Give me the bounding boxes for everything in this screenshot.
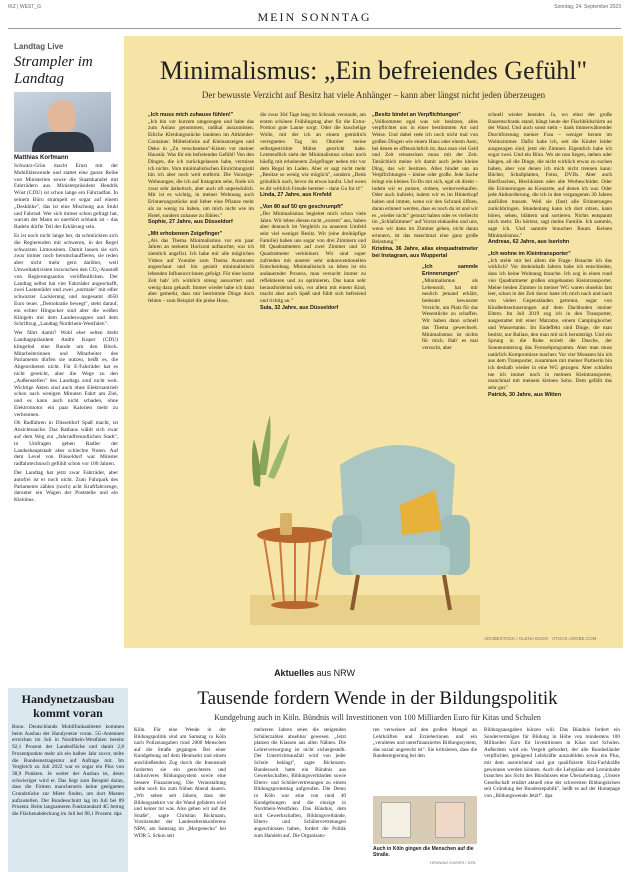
article-column: ren verweisen auf den großen Mangel an Lehrkräften und Erzieherinnen und ein „veraltetes und unterfinanziertes Bildungssystem, das sozial ungerecht ist". Sie kritisieren, dass die Bundesregierung bei den — [373, 727, 477, 760]
protest-photo — [373, 796, 477, 844]
quote-heading: „Von 80 auf 50 qm geschrumpft" — [260, 204, 344, 211]
plant — [252, 415, 290, 487]
column-paragraph: Es ist noch nicht lange her, da schmückten sich die Regierenden mit schweren, in der Regel schwarzen Limousinen. Damit lassen sie sich zwar immer noch herumchauffieren, sie reden aber nicht mehr gern darüber, weil Umweltaktivisten inzwischen den CO₂-Ausstoß von Regierungsautos veröffentlichen. Der Landtag selbst hat vier Fahrräder angeschafft, zwei Lastenräder und zwei „normale" mit edler schwarzer Lackierung und insgesamt 4650 Euro teuer. „Demokratie bewegt", steht darauf, ein echter Hingucker sind aber die weißen Klingeln mit dem Landeswappen und dem Schriftzug „Landtag Nordrhein-Westfalen". — [14, 232, 118, 328]
author-suit — [32, 132, 94, 152]
author-photo — [14, 92, 111, 152]
quote-heading: „Besitz bindet an Verpflichtungen" — [372, 112, 461, 118]
quote-text: „Minimalismus als Lebensstil, hat mir neulich jemand erklärt, bedeutet bewusster Verzicht, um Platz für das Wesentliche zu schaffen. Wir haben dann schnell das Thema gewechselt. Minimalismus ist nichts für mich. Hab' es mal versucht, aber — [422, 277, 478, 351]
quote-text: die zwar 364 Tage lang im Schrank verstaubt, am ersten schönen Frühlingstag aber für die Extra-Portion gute Laune sorgt. Oder die kuschelige Wolle, mit der ich an einem gemütlich verregneten Tag im Oktober meine selbstgestrickte Mütze gestrickt habe. Letztendlich sieht der Minimalismus schon noch häufig mit erhobenem Zeigefinger neben mir vor dem Regal im Laden. Aber er sagt nicht mehr „Besitze so wenig wie möglich", sondern „Denk gründlich nach, bevor du etwas kaufst. Und wenn es dir wirklich Freude bereitet – dann Go for it!" — [260, 112, 366, 192]
author-name: Matthias Korfmann — [14, 155, 69, 161]
feature-title: Minimalismus: „Ein befreiendes Gefühl" — [159, 56, 588, 85]
quote-heading: „Mit erhobenem Zeigefinger" — [148, 230, 223, 237]
column-headline: Strampler im Landtag — [14, 54, 93, 87]
quote-text: schnell wieder beendet. Ja, wo einst der große Bauernschrank stand, hängt heute der Flachbildschirm an der Wand. Und auch sonst steht – dank immerwährender Durchforstung meiner Frau – weniger herum im Wohnzimmer. Dafür habe ich, seit die Kinder leider ausgezogen sind, jetzt ein Zimmer. Eigentlich habe ich sogar zwei. Und ein Büro. Wo sie nun liegen, stehen oder hängen, all die Dinge, die nicht wirklich etwas zu suchen haben, aber von denen ich mich nicht trennen kann: Bücher, Schallplatten, Fotos, DVDs. Aber auch Bierflaschen, Blechkisten oder alte Werbeschilder. Oder die Erinnerungen an Konzerte, auf denen ich war. Oder jede Aktkordierung, die ich in den vergangenen 30 Jahren ausfüllen musste. Weil sie (fast) alle Erinnerungen zurückbringen. Stundenlang kann ich dort sitzen, kann hören, sehen, blättern und sortieren. Nichts entspannt mich mehr. Du hörtest, sagt meine Familie. Ich sammle, sage ich. Und sammle brauchen Raum. Keinen Minimalismus." — [488, 112, 612, 239]
quote-heading: „Ich muss mich zuhause fühlen!" — [148, 112, 234, 118]
article-subtitle: Kundgebung auch in Köln. Bündnis will Investitionen von 100 Milliarden Euro für Kitas und Schulen — [214, 713, 541, 722]
quote-text: „Der Minimalismus begleitet mich schon viele Jahre. Wir leben diesen nicht „extrem" aus, haben aber dennoch im Vergleich zu unserem Umfeld sehr viel weniger Besitz. Wir (eine dreiköpfige Familie) haben uns sogar von drei Zimmern und 80 Quadratmetern auf zwei Zimmer und 50 Quadratmeter verkleinert. Wir sind super zufrieden mit unserer sehr unkonventionellen Entscheidung. Minimalistisch zu leben ist ein andauernder Prozess, man versucht immer zu reflektieren und zu optimieren. Das kann sehr herausfordernd sein, vor allem mit einem Kind, macht aber auch Spaß und fühlt sich befreiend und richtig an." — [260, 210, 366, 304]
protest-sign — [435, 802, 465, 838]
column-kicker: Landtag Live — [14, 42, 64, 51]
photo-credit: HENNING KAISER / DPA — [430, 860, 476, 865]
quote-signature: Sula, 32 Jahre, aus Düsseldorf — [260, 304, 339, 311]
author-face — [48, 100, 76, 134]
column-paragraph: Der Landtag hat jetzt zwar Fahrräder, aber autofrei ist er noch nicht. Zum Fuhrpark des Parlaments zählen (noch) acht Kraftfahrzeuge, darunter ein Wagen der Poststelle und ein Kleinbus. — [14, 470, 118, 504]
section-masthead: MEIN SONNTAG — [257, 10, 372, 24]
feature-column-2 — [260, 112, 366, 316]
article-column: mehreren Jahren seien die steigenden Schülerzahlen absehbar gewesen. „Jetzt platzen die Klassen aus allen Nähten. Die Lehrerversorgung ist nicht sichergestellt. Der Unterrichtsausfall wird von jeder Schule beklagt", sagte Bickmann. Bundesweit hatte ein Bündnis aus Gewerkschaften, Bildungsverbänden sowie Eltern- und Schülervertretungen zu einem Bildungsprotesttag aufgerufen. Die Demo in Köln war eine von rund 40 Kundgebungen und die einzige in Nordrhein-Westfalen. Das Bündnis, dem sich Gewerkschaften, Bildungsverbände, Eltern- und Schülervertretungen angeschlossen haben, fordert die Politik zum Handeln auf. Die Organisato- — [254, 727, 346, 839]
feature-column-1 — [148, 112, 254, 305]
quote-heading: „Ich sammle Erinnerungen" — [422, 264, 478, 278]
column-paragraph: Schwarz-Grün macht Ernst mit der Mobilitätswende und stattet eine ganze Reihe von Ministerien sowie die Staatskanzlei mit Fahrrädern aus. Ministerpräsident Hendrik Wüst (CDU) ist schon lange ein Fahrradfan. In seinem Büro strampelt er sogar auf einem „Deskbike", das ist eine Mischung aus Stuhl und Fahrrad. Wer sich immer schon gefragt hat, warum der Mann so unerhört schlank ist – das Radeln dürfte Teil der Erklärung sein. — [14, 163, 118, 231]
quote-signature: Sophie, 27 Jahre, aus Düsseldorf — [148, 219, 233, 226]
section-label — [0, 668, 629, 678]
quote-heading: „Ich wohne im Kleintransporter" — [488, 251, 571, 258]
quote-signature: Kristina, 36 Jahre, alias einquadratmeter bei Instagram, aus Wuppertal — [372, 246, 478, 259]
edition-code: IKZ | WEST_G — [8, 4, 41, 10]
column-text — [14, 163, 118, 506]
armchair-illustration — [250, 395, 480, 625]
news-box-headline: Handynetzausbau kommt voran — [21, 692, 115, 720]
section-label-bold: Aktuelles — [274, 668, 315, 678]
masthead-rule — [8, 28, 621, 29]
protest-sign — [381, 802, 411, 838]
article-column: Köln. Für eine Wende in der Bildungspolitik sind am Samstag in Köln nach Polizeiangaben rund 2000 Menschen auf die Straße gegangen. Bei einer Kundgebung auf dem Heumarkt und einem anschließenden Zug durch die Innenstadt forderten sie ein gerechteres und inklusiveres Bildungssystem sowie eine bessere Finanzierung. Die Veranstaltung sollte noch bis zum frühen Abend dauern. „Wir sehen seit Jahren, dass der Bildungssektor vor die Wand gefahren wird und keiner tut was. Also gehen wir auf die Straße", sagte Christian Bickmann, Vorsitzender der Landeselternkonferenz NRW, am Samstag im „Morgenecho" bei WDR 5. Schon seit — [134, 727, 226, 839]
feature-subtitle: Der bewusste Verzicht auf Besitz hat viele Anhänger – kann aber längst nicht jeden überzeugen — [201, 90, 546, 100]
quote-text: „Ich stelle mir bei allem die Frage: Brauche ich das wirklich? Vor dreieinhalb Jahren habe ich entschieden, dass ich keine Wohnung brauche. Ich zog in einen rund vier Quadratmeter großen umgebauten Kleintransporter. Meine beiden Zimmer in meiner WG waren ohnehin fast leer, schon in der Zeit davor hatte ich mich nach und nach von vielen Gegenständen getrennt, sogar von Kindheitserinnerungen auf dem Dachboden meiner Eltern. Im Juli 2019 zog ich in den Transporter, ausgestattet mit einer Matratze, einem Campingkocher und Wassertanks. Im Endeffekt sind Dinge, die man besitzt, nur Ballast, den man mit sich herumträgt. Und ein Sprung in die Ruhe erzielt die Dusche, der Sonnenunterzug das Fernsehprogramm. Aber man muss natürlich Kompromisse machen: Vor vier Monaten bin ich aus dem Transporter, zusammen mit meiner Partnerin bin ich deshalb wieder in eine WG gezogen. Aber schlafen tue ich immer noch in meinem Kleintransporter, manchmal mit meinem kleinen Sohn. Dem gefällt das sehr gut." — [488, 257, 612, 392]
photo-credit: ADOBESTOCK / OLENA BUDO · STOCK.ADOBE.COM — [484, 636, 597, 641]
feature-column-4 — [488, 112, 612, 404]
article-column: Bildungsausgaben kürzen will. Das Bündnis fordert ein Sondervermögen für Bildung in Höhe von mindestens 100 Milliarden Euro für Investitionen in Kitas und Schulen. Außerdem wird ein Vergelt gefordert, der alle Bundesländer verpflichtet, genügend Lehrkräfte auszubilden sowie ein Plus, mit dem ausreichend und gut qualifizierte Kita-Fachkräfte gewonnen werden können. Auch die Lehrpläne und Lerninhalte brauchen aus Sicht des Bündnisses eine Überarbeitung. „Unsere Gesellschaft ernährt aktuell eine der schwersten Bildungskrisen seit Gründung der Bundesrepublik", heißt es auf der Homepage von „Bildungswende Jetzt!". dpa — [484, 727, 620, 799]
issue-date: Sonntag, 24. September 2023 — [554, 4, 621, 10]
article-title: Tausende fordern Wende in der Bildungspolitik — [197, 688, 558, 709]
photo-caption: Auch in Köln gingen die Menschen auf die Straße. — [373, 846, 474, 858]
quote-text: „Vollkommen egal was wir besitzen, alles verpflichtet uns in einer bestimmten Art und Weise. Und dabei rede ich noch nicht mal von großen Dingen wie einem Haus oder einem Auto, bei denen es offensichtlich ist, dass man viel Geld und Zeit reinstecken muss mit der Zeit. Tatsächlich meine ich damit auch jedes kleine Ding, das wir besitzen. Alles bindet uns an Verpflichtungen – kleine oder große. Jede Sache bringt ein kleines To-Do mit sich, egal ob direkt – indem wir es putzen, ordnen, weiterverkaufen. Oder auch indirekt, indem wir es im Hinterkopf haben und immer, wenn wir den Schrank öffnen, daran erinnert werden, dass es noch da ist und wir es „wieder nicht" genutzt haben oder es vielleicht im „Schlafzimmer" auf Vorrat einkaufen und uns, wenn wir dann im Zimmer gehen, nicht daran erinnern, ist das manchmal eine ganz große Belastung." — [372, 118, 478, 246]
quote-signature: Patrick, 30 Jahre, aus Witten — [488, 391, 562, 398]
column-paragraph: Wer fährt damit? Wohl eher selten dreht Landtagspräsident André Kuper (CDU) klingelnd eine Runde um den Block. Mitarbeiterinnen und Mitarbeiter des Parlaments dürfen sie nutzen, heißt es, die Abgeordneten nicht. Für E-Fahrräder hat es nicht gereicht, aber die Wege zu den „Außenstellen" des Landtags sind nicht weit. Wichtige Akten sind auch ohne Elektroantrieb schon nach wenigen Minuten Fahrt am Ziel, und es kann auch nicht schaden, ohne Elektromotor ein paar Kalorien mehr zu verbrennen. — [14, 330, 118, 418]
quote-text: „Als das Thema Minimalismus vor ein paar Jahren an meinem Horizont auftauchte, war ich ziemlich angefixt. Ich habe mir alle möglichen Videos auf Youtube zum Thema Ausmisten angeschaut und bin gezielt minimalistisch lebenden Influencer:innen gefolgt. Für eine kurze Zeit hab' ich wirklich streng aussortiert und wenig dazu gekauft. Immer wieder habe ich dann aber gemerkt, dass mir bestimmte Dinge doch fehlen – zum Beispiel die pinke Hose, — [148, 237, 254, 304]
column-paragraph: Ob Radfahren in Düsseldorf Spaß macht, ist Ansichtssache. Das Rathaus wählt sich zwar auf dem Weg zur „fahrradfreundlichen Stadt", in Umfragen geben Radler der Landeshauptstadt aber schlechte Noten. Auf dem Level von Düsseldorf war Münster radfahrtechnisch gefühlt schon vor 100 Jahren. — [14, 420, 118, 468]
armchair — [332, 445, 470, 610]
news-box-text: Bonn. Deutschlands Mobilfunkanbieter kommen beim Ausbau der Handynetze voran. 5G-Antennen erreichen im Juli in Nordrhein-Westfalen bereits 92,1 Prozent der Landesfläche und damit 2,8 Prozentpunkte mehr als ein halbes Jahr zuvor, teilte die Bundesnetzagentur auf Anfrage mit. Im Vergleich zu Juli 2022 war es sogar ein Plus von 38,9 Punkten. Je weiter der Ausbau ist, desto schwieriger wird er. Das liegt zum Beispiel daran, dass die Firmen manchenorts keine geeigneten Grundstücke zur Miete finden, um dort Masten aufzustellen. Der Bundesschnitt lag im Juli bei 89 Prozent. Beim langsameren Funkstandard 4G betrug die Flächenabdeckung im Juli bei 98,1 Prozent. dpa — [12, 724, 124, 818]
quote-text: „Ich bin vor kurzem umgezogen und habe das zum Anlass genommen, radikal auszumisten. Etliche Kleidungsstücke landeten im Altkleider-Container. Möbelstücke auf Kleinanzeigen und Deko in „Zu verschenken"-Kisten vor meiner Haustür. Was für ein befreiendes Gefühl! Von den Dingen, die ich zurückgelassen habe, vermisse ich nichts. Vom minimalistischen Einrichtungsstil bin ich aber noch weit entfernt. Die Vorzeige-Wohnungen, die ich auf Instagram sehe, finde ich zwar sehr ästhetisch, aber auch oft unpersönlich. Mir ist es wichtig, in meiner Wohnung auch Erinnerungsstücke und lieber eine Pflanze mehr als zu wenig zu haben, um mich nicht wie im Hotel, sondern zuhause zu fühlen." — [148, 118, 254, 219]
quote-signature: Andreas, 62 Jahre, aus Iserlohn — [488, 239, 570, 246]
section-label-rest: aus NRW — [314, 668, 355, 678]
side-table — [257, 513, 333, 609]
quote-signature: Linda, 27 Jahre, aus Krefeld — [260, 192, 332, 199]
